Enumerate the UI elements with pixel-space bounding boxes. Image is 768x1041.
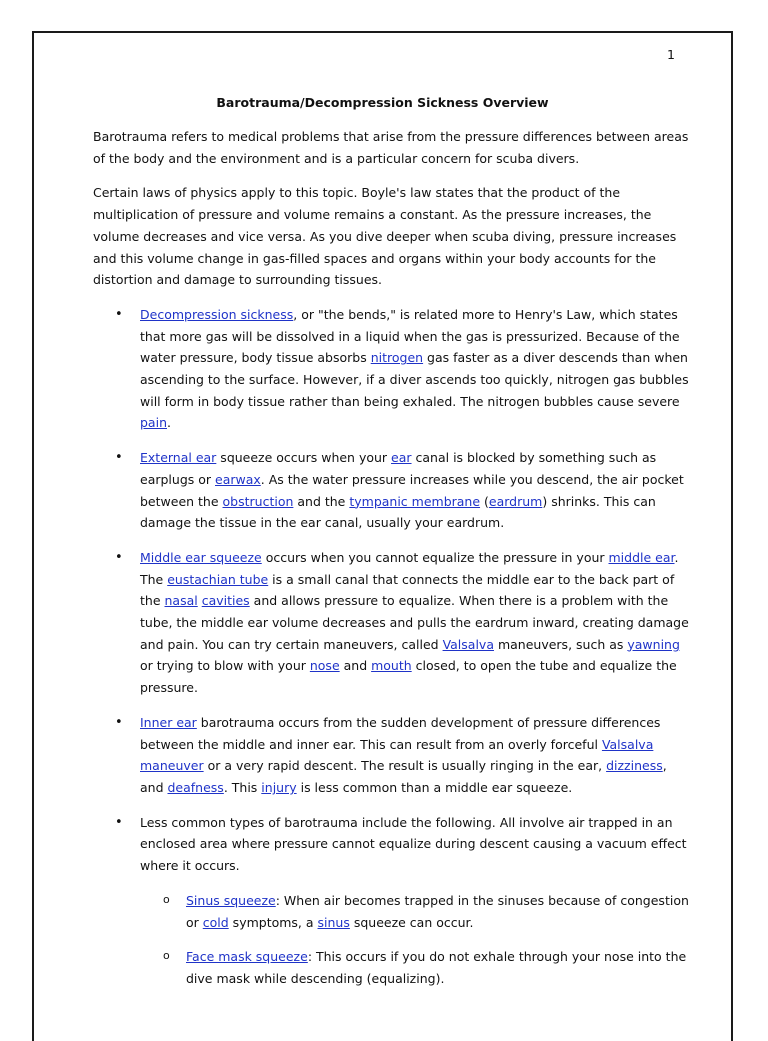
less-common-text [140, 815, 687, 873]
text-run: , and [140, 758, 667, 795]
link-external-ear[interactable]: External ear [140, 450, 217, 466]
text-run: closed, to open the tube and equalize the pressure. [140, 658, 677, 696]
link-sinus[interactable]: sinus [317, 914, 350, 930]
link-sinus-squeeze[interactable]: Sinus squeeze [186, 892, 276, 908]
text-run: and [339, 658, 372, 674]
text-run: maneuvers, such as [493, 636, 628, 652]
link-cold[interactable]: cold [202, 914, 229, 930]
text-run: ( [480, 493, 489, 509]
text-run: squeeze can occur. [349, 914, 474, 930]
text-run: squeeze occurs when your [216, 450, 392, 466]
text-run: , or "the bends," is related more to Henry's Law, which states that more gas will be dissolved in a liquid when the gas is pressurized. Because of the water pressure, body tissue absorbs [140, 306, 680, 366]
link-face-mask-squeeze[interactable]: Face mask squeeze [186, 949, 308, 965]
document-page [32, 31, 733, 1041]
less-common-sublist [140, 890, 691, 990]
document-body [93, 126, 691, 1003]
text-run: gas faster as a diver descends than when ascending to the surface. However, if a diver ascends too quickly, nitrogen gas bubbles will form in body tissue rather than being exhaled. The nitrogen bubbles cause severe [140, 350, 689, 409]
text-run: or a very rapid descent. The result is usually ringing in the ear, [203, 758, 607, 774]
link-eardrum[interactable]: eardrum [488, 493, 543, 509]
bullet-external-ear [140, 447, 691, 534]
link-dizziness[interactable]: dizziness [606, 758, 663, 774]
document-title: Barotrauma/Decompression Sickness Overview [216, 95, 549, 110]
link-nasal[interactable]: nasal [164, 593, 198, 609]
link-yawning[interactable]: yawning [627, 636, 680, 652]
text-run: : When air becomes trapped in the sinuses because of congestion or [186, 892, 689, 930]
intro-paragraph: Barotrauma refers to medical problems that arise from the pressure differences between areas of the body and the environment and is a particular concern for scuba divers. [93, 129, 689, 166]
bullet-inner-ear [140, 712, 691, 799]
bullet-less-common-types [140, 812, 691, 990]
link-middle-ear[interactable]: middle ear [608, 549, 675, 565]
link-ear[interactable]: ear [391, 450, 412, 466]
text-run: . [167, 415, 171, 431]
text-run: occurs when you cannot equalize the pressure in your [261, 549, 609, 565]
bullet-middle-ear [140, 547, 691, 699]
text-run: or trying to blow with your [140, 658, 310, 674]
text-run: and the [293, 493, 350, 509]
link-injury[interactable]: injury [261, 779, 297, 795]
text-run: : This occurs if you do not exhale through your nose into the dive mask while descending (equalizing). [186, 949, 687, 986]
link-decompression-sickness[interactable]: Decompression sickness [140, 306, 294, 322]
text-run: . This [223, 779, 262, 795]
text-run: symptoms, a [228, 914, 318, 930]
link-inner-ear[interactable]: Inner ear [140, 714, 197, 730]
link-nose[interactable]: nose [309, 658, 340, 674]
physics-paragraph: Certain laws of physics apply to this topic. Boyle's law states that the product of the multiplication of pressure and volume remains a constant. As the pressure increases, the volume decreases and vice versa. As you dive deeper when scuba diving, pressure increases and this volume change in gas-filled spaces and organs within your body accounts for the distortion and damage to surrounding tissues. [93, 185, 677, 288]
link-eustachian-tube[interactable]: eustachian tube [167, 571, 269, 587]
link-valsalva[interactable]: Valsalva [442, 636, 494, 652]
text-run: . The [140, 549, 679, 587]
text-run: is less common than a middle ear squeeze. [296, 779, 573, 795]
link-earwax[interactable]: earwax [215, 471, 261, 487]
text-run: canal is blocked by something such as earplugs or [140, 450, 657, 487]
text-run: and allows pressure to equalize. When there is a problem with the tube, the middle ear volume decreases and pulls the eardrum inward, creating damage and pain. You can try certain maneuvers, called [140, 593, 689, 652]
link-cavities[interactable]: cavities [201, 593, 250, 609]
page-number: 1 [667, 47, 675, 62]
barotrauma-types-list [93, 304, 691, 990]
link-middle-ear-squeeze[interactable]: Middle ear squeeze [140, 549, 262, 565]
link-tympanic-membrane[interactable]: tympanic membrane [349, 493, 481, 509]
sub-bullet-face-mask-squeeze [186, 946, 691, 989]
link-obstruction[interactable]: obstruction [222, 493, 294, 509]
link-mouth[interactable]: mouth [371, 658, 412, 674]
link-pain[interactable]: pain [140, 415, 167, 431]
text-run: Less common types of barotrauma include the following. All involve air trapped in an enclosed area where pressure cannot equalize during descent causing a vacuum effect where it occurs. [140, 814, 687, 874]
text-run: barotrauma occurs from the sudden development of pressure differences between the middle and inner ear. This can result from an overly forceful [140, 714, 661, 752]
link-valsalva-maneuver[interactable]: Valsalva maneuver [140, 736, 654, 774]
link-deafness[interactable]: deafness [167, 779, 224, 795]
text-run: is a small canal that connects the middle ear to the back part of the [140, 571, 675, 609]
text-run: ) shrinks. This can damage the tissue in the ear canal, usually your eardrum. [140, 493, 656, 531]
sub-bullet-sinus-squeeze [186, 890, 691, 933]
text-run: . As the water pressure increases while you descend, the air pocket between the [140, 471, 684, 509]
link-nitrogen[interactable]: nitrogen [370, 350, 424, 366]
bullet-decompression-sickness [140, 304, 691, 434]
